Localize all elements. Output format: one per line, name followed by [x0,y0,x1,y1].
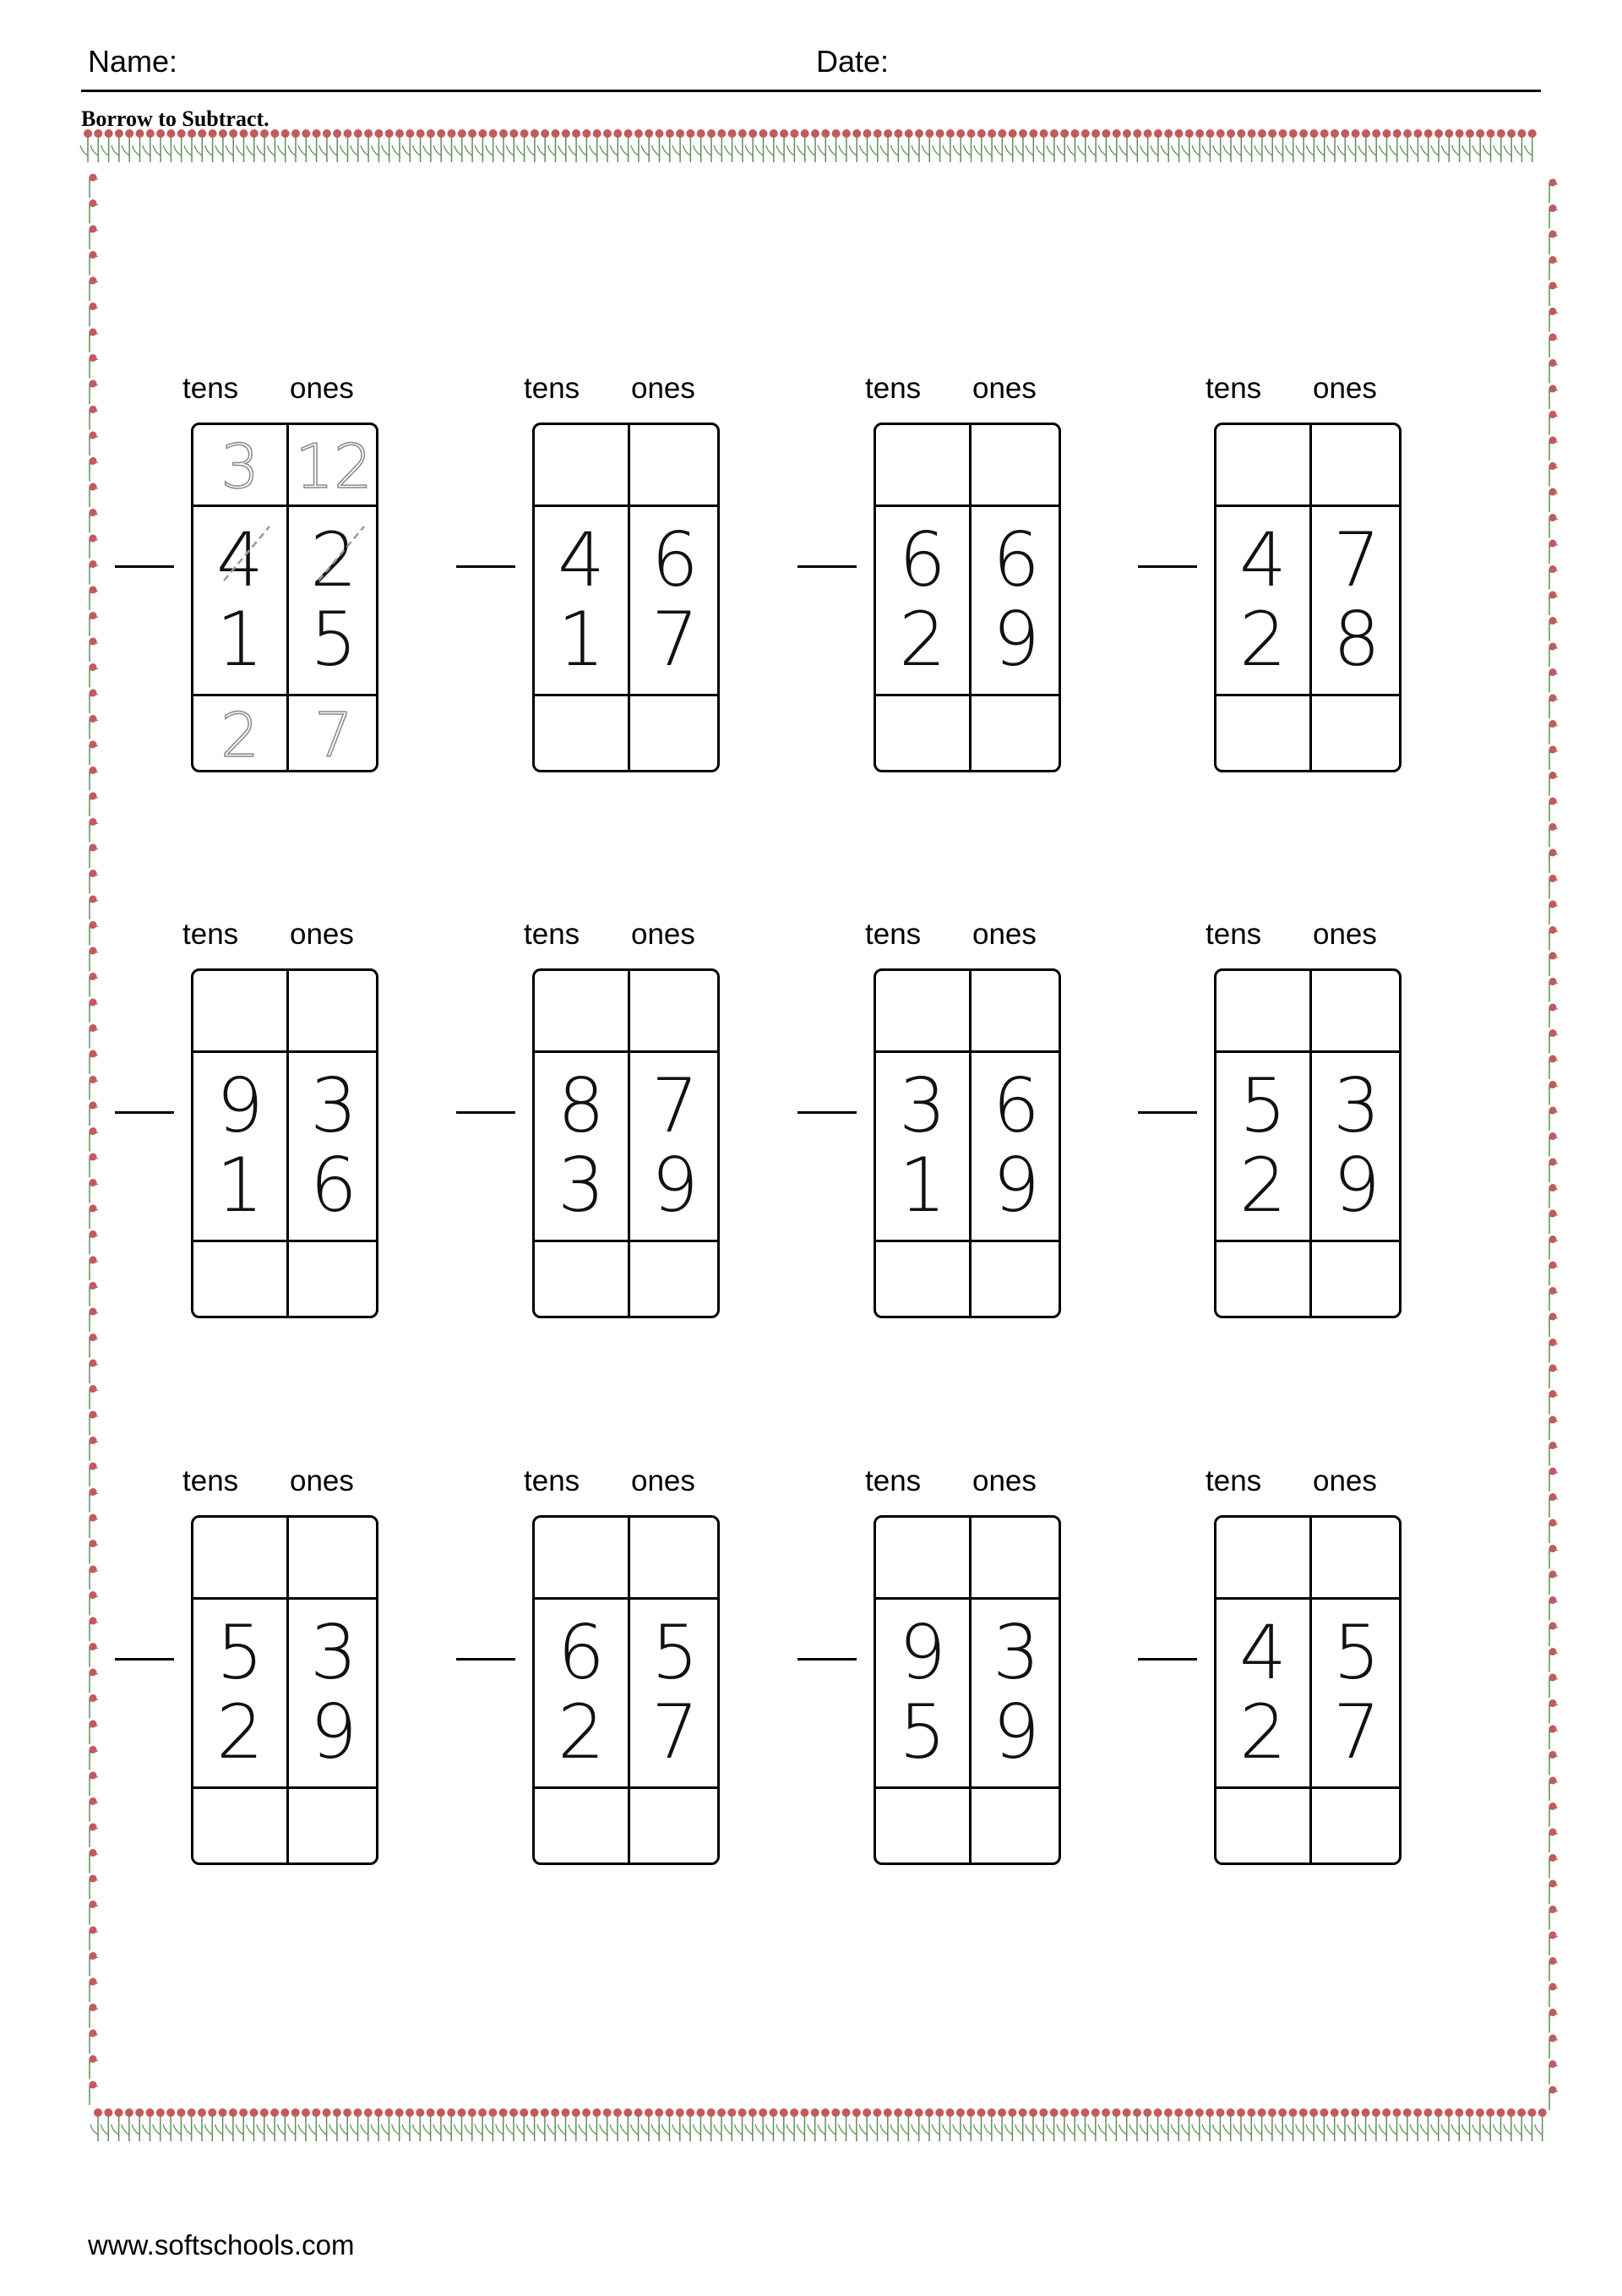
flower-icon [90,535,99,559]
answer-row-divider [1216,1240,1399,1242]
flower-icon [1549,231,1559,255]
flower-icon [1549,540,1559,564]
ones-label: ones [631,372,695,405]
header-rule [81,90,1541,92]
subtraction-problem [1175,918,1420,1298]
subtrahend-ones-digit: 7 [651,1688,699,1775]
flower-icon [1549,179,1559,204]
subtraction-problem [152,918,397,1298]
flower-icon [90,1669,99,1693]
flower-icon [1549,308,1559,332]
flower-icon [90,380,99,405]
borrow-ones-trace: 12 [295,431,373,502]
flower-icon [1549,592,1559,616]
flower-icon [90,844,99,869]
subtraction-problem [835,918,1080,1298]
minus-sign [1138,565,1197,568]
flower-icon [1549,1880,1559,1905]
cross-out-ones [312,520,371,587]
flower-icon [1549,488,1559,513]
flower-icon [1549,952,1559,977]
tens-label: tens [865,1464,922,1497]
minuend-tens-digit: 4 [1239,1609,1287,1696]
flower-icon [90,1050,99,1075]
subtraction-problem [493,372,738,752]
subtraction-problem [493,1464,738,1845]
flower-icon [90,1952,99,1977]
flower-icon [90,1127,99,1152]
flower-icon [90,1824,99,1848]
date-label: Date: [816,44,890,79]
flower-icon [90,766,99,791]
flower-icon [90,1385,99,1410]
minuend-tens-digit: 9 [216,1062,264,1149]
flower-icon [1549,514,1559,538]
flower-icon [90,483,99,508]
flower-icon [1549,1829,1559,1853]
subtrahend-tens-digit: 2 [1239,596,1287,683]
borrow-row-divider [193,1050,376,1053]
flower-icon [1549,1932,1559,1956]
ones-label: ones [972,918,1037,951]
flower-icon [1549,1339,1559,1363]
borrow-row-divider [193,504,376,507]
flower-icon [1549,1802,1559,1827]
flower-icon [90,1617,99,1642]
flower-icon [1535,2108,1547,2141]
flower-icon [90,2081,99,2106]
subtrahend-ones-digit: 9 [993,1688,1040,1775]
minuend-tens-digit: 9 [899,1609,946,1696]
ones-label: ones [290,1464,354,1497]
minus-sign [456,1111,515,1114]
ones-label: ones [290,918,354,951]
subtrahend-ones-digit: 9 [1333,1142,1380,1229]
ones-label: ones [972,372,1037,405]
flower-icon [90,586,99,611]
flower-icon [1549,1596,1559,1621]
flower-icon [1549,437,1559,461]
flower-icon [1549,901,1559,925]
subtrahend-tens-digit: 2 [216,1688,264,1775]
minuend-ones-digit: 2 [310,516,357,603]
flower-icon [90,870,99,894]
flower-icon [90,1566,99,1590]
flower-icon [90,741,99,766]
flower-icon [1549,1726,1559,1750]
minuend-ones-digit: 7 [1333,516,1380,603]
borrow-row-divider [535,1597,717,1600]
flower-icon [1549,1313,1559,1338]
flower-icon [90,1308,99,1333]
flower-icon [90,1360,99,1384]
borrow-row-divider [1216,504,1399,507]
flower-icon [1549,1390,1559,1415]
minuend-ones-digit: 7 [651,1062,699,1149]
flower-icon [90,638,99,663]
flower-icon [1549,1674,1559,1699]
subtrahend-ones-digit: 9 [993,596,1040,683]
flower-icon [90,354,99,379]
minus-sign [115,565,174,568]
tens-label: tens [524,1464,580,1497]
minus-sign [797,1658,857,1661]
flower-icon [90,1463,99,1487]
flower-icon [90,921,99,946]
flower-icon [1549,823,1559,848]
flower-icon [1549,2086,1559,2111]
tens-label: tens [182,918,239,951]
flower-icon [90,1694,99,1719]
flower-icon [1549,1442,1559,1466]
tens-label: tens [1206,918,1262,951]
flower-icon [1549,1571,1559,1595]
flower-icon [1549,1983,1559,2008]
flower-icon [1549,1107,1559,1132]
borrow-row-divider [1216,1597,1399,1600]
flower-icon [90,1746,99,1770]
minus-sign [1138,1658,1197,1661]
flower-icon [1549,359,1559,384]
minuend-ones-digit: 5 [1333,1609,1380,1696]
place-value-box [874,423,1061,772]
flower-icon [1549,643,1559,668]
flower-icon [90,1102,99,1126]
place-value-box [532,968,720,1318]
minus-sign [1138,1111,1197,1114]
flower-icon [1549,256,1559,281]
subtrahend-ones-digit: 5 [310,596,357,683]
answer-tens-trace: 2 [220,700,259,771]
flower-icon [1549,720,1559,744]
tens-label: tens [1206,1464,1262,1497]
flower-icon [1549,1906,1559,1930]
subtrahend-ones-digit: 9 [310,1688,357,1775]
flower-icon [90,1076,99,1100]
flower-icon [90,277,99,302]
flower-icon [90,947,99,972]
tens-label: tens [1206,372,1262,405]
flower-icon [1549,746,1559,771]
place-value-box [532,423,720,772]
answer-row-divider [193,1786,376,1789]
borrow-row-divider [535,1050,717,1053]
answer-row-divider [193,1240,376,1242]
ones-label: ones [1313,918,1377,951]
flower-icon [1549,1545,1559,1569]
tens-label: tens [182,372,239,405]
subtrahend-tens-digit: 5 [899,1688,946,1775]
flower-icon [1549,926,1559,951]
subtrahend-tens-digit: 1 [899,1142,946,1229]
cross-out-tens [217,520,276,587]
flower-icon [1549,978,1559,1002]
flower-icon [90,1179,99,1203]
flower-icon [1549,1159,1559,1183]
answer-row-divider [535,1786,717,1789]
subtrahend-ones-digit: 9 [651,1142,699,1229]
flower-icon [1549,1132,1559,1157]
flower-icon [90,251,99,275]
flower-icon [90,896,99,920]
minuend-ones-digit: 6 [993,516,1040,603]
answer-row-divider [535,694,717,696]
subtraction-problem [835,1464,1080,1845]
flower-icon [90,1540,99,1564]
answer-ones-trace: 7 [314,700,353,771]
flower-icon [90,2055,99,2080]
flower-icon [90,1411,99,1436]
flower-icon [1549,2009,1559,2033]
answer-row-divider [876,1786,1059,1789]
flower-icon [1549,1055,1559,1080]
minuend-ones-digit: 3 [1333,1062,1380,1149]
borrow-row-divider [876,1050,1059,1053]
minuend-ones-digit: 3 [310,1609,357,1696]
subtraction-problem [835,372,1080,752]
ones-label: ones [631,918,695,951]
flower-icon [90,999,99,1023]
place-value-box [191,1515,378,1865]
subtrahend-tens-digit: 1 [558,596,605,683]
minus-sign [115,1658,174,1661]
flower-icon [1549,2060,1559,2085]
flower-icon [1525,129,1537,162]
flower-icon [1549,411,1559,435]
subtrahend-tens-digit: 2 [558,1688,605,1775]
answer-row-divider [193,694,376,696]
flower-icon [90,1282,99,1306]
flower-icon [1549,1957,1559,1982]
flower-icon [90,1514,99,1539]
subtraction-problem [1175,1464,1420,1845]
minuend-ones-digit: 6 [993,1062,1040,1149]
flower-icon [1549,1365,1559,1389]
name-label: Name: [88,44,178,79]
flower-icon [1549,1004,1559,1028]
flower-icon [1549,385,1559,410]
borrow-row-divider [1216,1050,1399,1053]
flower-icon [1549,1235,1559,1260]
flower-icon [90,1257,99,1281]
minuend-tens-digit: 8 [558,1062,605,1149]
flower-icon [1549,1468,1559,1492]
minuend-ones-digit: 3 [993,1609,1040,1696]
flower-icon [1549,1777,1559,1802]
place-value-box [532,1515,720,1865]
place-value-box [1214,423,1402,772]
borrow-row-divider [876,504,1059,507]
flower-icon [90,1333,99,1358]
subtrahend-tens-digit: 2 [899,596,946,683]
ones-label: ones [1313,1464,1377,1497]
flower-icon [90,793,99,817]
borrow-row-divider [535,504,717,507]
flower-icon [90,663,99,688]
flower-icon [90,1927,99,1951]
flower-icon [90,432,99,456]
flower-icon [90,1488,99,1513]
flower-icon [90,1153,99,1178]
ones-label: ones [1313,372,1377,405]
flower-icon [90,1024,99,1049]
minuend-tens-digit: 5 [1239,1062,1287,1149]
minuend-tens-digit: 5 [216,1609,264,1696]
subtrahend-tens-digit: 3 [558,1142,605,1229]
flower-icon [1549,1029,1559,1054]
flower-icon [90,1978,99,2003]
minuend-ones-digit: 5 [651,1609,699,1696]
flower-icon [90,329,99,353]
flower-icon [90,1591,99,1616]
answer-row-divider [535,1240,717,1242]
borrow-row-divider [193,1597,376,1600]
place-value-box [191,423,378,772]
minus-sign [456,565,515,568]
flower-icon [1549,1262,1559,1286]
minuend-ones-digit: 6 [651,516,699,603]
flower-icon [1549,875,1559,899]
flower-icon [1549,205,1559,229]
minus-sign [797,1111,857,1114]
flower-icon [90,509,99,533]
flower-icon [90,1875,99,1900]
flower-icon [1549,1493,1559,1518]
ones-label: ones [290,372,354,405]
place-value-box [191,968,378,1318]
subtraction-problem [1175,372,1420,752]
flower-icon [90,1849,99,1873]
flower-icon [1549,1184,1559,1208]
flower-icon [90,612,99,636]
subtrahend-ones-digit: 6 [310,1142,357,1229]
flower-icon [90,690,99,714]
subtrahend-ones-digit: 9 [993,1142,1040,1229]
answer-row-divider [1216,1786,1399,1789]
minus-sign [797,565,857,568]
tens-label: tens [182,1464,239,1497]
flower-icon [90,2030,99,2054]
flower-icon [1549,849,1559,874]
flower-icon [90,818,99,843]
minuend-tens-digit: 4 [1239,516,1287,603]
flower-icon [90,1437,99,1461]
ones-label: ones [972,1464,1037,1497]
flower-icon [1549,1210,1559,1235]
place-value-box [1214,1515,1402,1865]
flower-icon [1549,282,1559,307]
flower-icon [90,1230,99,1255]
flower-icon [1549,1519,1559,1544]
place-value-box [1214,968,1402,1318]
flower-icon [90,406,99,430]
flower-icon [1549,1751,1559,1775]
minuend-tens-digit: 4 [216,516,264,603]
minus-sign [456,1658,515,1661]
flower-icon [90,303,99,327]
flower-icon [1549,668,1559,693]
flower-icon [90,1901,99,1925]
flower-icon [90,973,99,997]
minuend-tens-digit: 3 [899,1062,946,1149]
flower-icon [90,457,99,482]
flower-icon [90,1643,99,1667]
subtrahend-ones-digit: 7 [1333,1688,1380,1775]
flower-icon [1549,1648,1559,1672]
flower-icon [1549,617,1559,641]
flower-icon [1549,1287,1559,1312]
minuend-tens-digit: 4 [558,516,605,603]
flower-icon [1549,798,1559,822]
tens-label: tens [865,372,922,405]
place-value-box [874,968,1061,1318]
flower-icon [90,199,99,224]
subtrahend-tens-digit: 2 [1239,1142,1287,1229]
flower-icon [1549,1081,1559,1105]
flower-icon [90,1205,99,1230]
flower-icon [1549,1416,1559,1441]
flower-icon [90,715,99,739]
minus-sign [115,1111,174,1114]
footer-url: www.softschools.com [88,2229,355,2261]
flower-icon [90,226,99,250]
flower-icon [1549,1622,1559,1647]
tens-label: tens [524,372,580,405]
subtrahend-tens-digit: 1 [216,596,264,683]
instruction-heading: Borrow to Subtract. [81,106,269,131]
flower-icon [1549,1854,1559,1879]
minuend-tens-digit: 6 [899,516,946,603]
subtrahend-ones-digit: 8 [1333,596,1380,683]
tens-label: tens [524,918,580,951]
flower-icon [1549,565,1559,590]
flower-icon [1549,1699,1559,1724]
place-value-box [874,1515,1061,1865]
answer-row-divider [1216,694,1399,696]
flower-icon [90,1721,99,1745]
tens-label: tens [865,918,922,951]
flower-icon [90,2004,99,2028]
flower-icon [1549,334,1559,358]
flower-icon [1549,695,1559,719]
answer-row-divider [876,1240,1059,1242]
flower-icon [90,560,99,585]
minuend-tens-digit: 6 [558,1609,605,1696]
flower-icon [90,1797,99,1822]
subtraction-problem [152,372,397,771]
flower-icon [1549,462,1559,487]
answer-row-divider [876,694,1059,696]
subtraction-problem [152,1464,397,1845]
flower-icon [1549,772,1559,796]
minuend-ones-digit: 3 [310,1062,357,1149]
flower-icon [90,1772,99,1797]
subtrahend-ones-digit: 7 [651,596,699,683]
subtrahend-tens-digit: 1 [216,1142,264,1229]
borrow-row-divider [876,1597,1059,1600]
ones-label: ones [631,1464,695,1497]
flower-icon [1549,2035,1559,2059]
subtraction-problem [493,918,738,1298]
borrow-tens-trace: 3 [220,431,259,502]
flower-icon [90,174,99,199]
subtrahend-tens-digit: 2 [1239,1688,1287,1775]
